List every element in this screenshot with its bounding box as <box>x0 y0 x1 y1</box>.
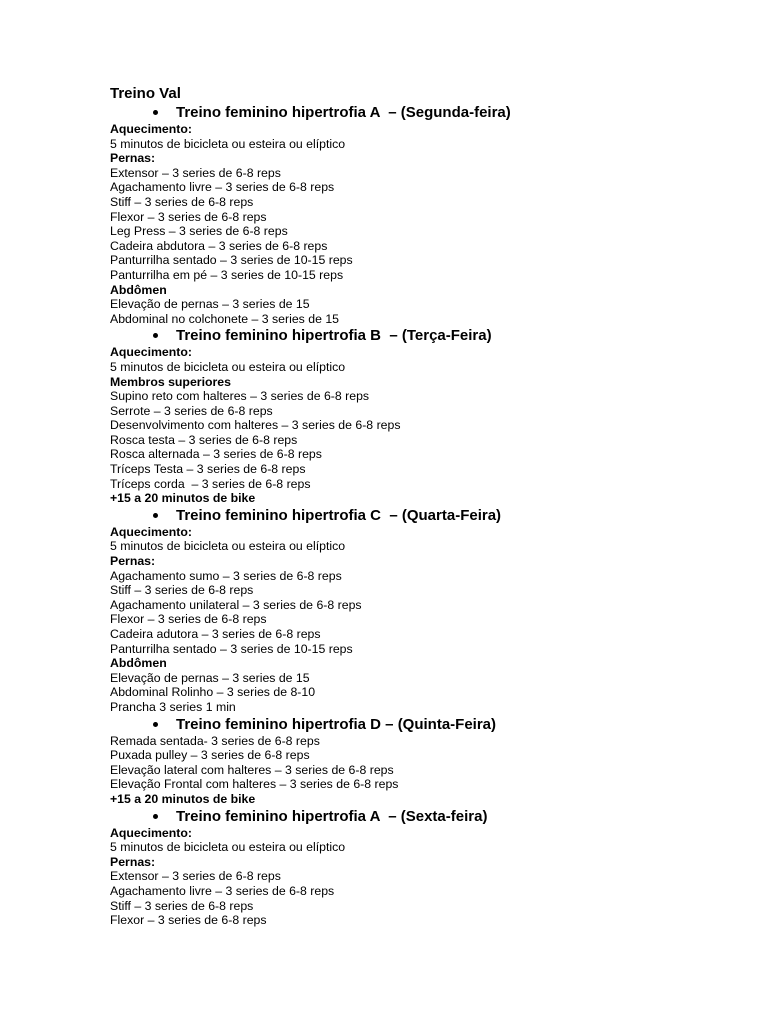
exercise-line: Rosca alternada – 3 series de 6-8 reps <box>110 447 322 462</box>
section-heading-text: Treino feminino hipertrofia A – (Sexta-feira) <box>176 807 488 825</box>
section-heading-text: Treino feminino hipertrofia C – (Quarta-Feira) <box>176 506 502 524</box>
subsection-label: Abdômen <box>110 656 167 671</box>
workout-section <box>110 715 750 807</box>
exercise-line: Abdominal Rolinho – 3 series de 8-10 <box>110 685 316 700</box>
exercise-line: 5 minutos de bicicleta ou esteira ou elíptico <box>110 539 346 554</box>
exercise-line: Cadeira abdutora – 3 series de 6-8 reps <box>110 238 328 253</box>
exercise-line: Extensor – 3 series de 6-8 reps <box>110 869 281 884</box>
exercise-line: Supino reto com halteres – 3 series de 6-8 reps <box>110 389 370 404</box>
exercise-line: Agachamento sumo – 3 series de 6-8 reps <box>110 568 342 583</box>
bullet-icon <box>153 110 158 115</box>
section-heading <box>110 326 750 345</box>
bullet-icon <box>153 333 158 338</box>
subsection-label: Membros superiores <box>110 374 231 389</box>
section-heading-text: Treino feminino hipertrofia D – (Quinta-Feira) <box>176 715 497 733</box>
exercise-line: Tríceps Testa – 3 series de 6-8 reps <box>110 462 306 477</box>
exercise-line: Prancha 3 series 1 min <box>110 699 236 714</box>
subsection-label: Pernas: <box>110 151 156 166</box>
exercise-line: Flexor – 3 series de 6-8 reps <box>110 209 267 224</box>
document-title: Treino Val <box>110 85 181 102</box>
exercise-line: Cadeira adutora – 3 series de 6-8 reps <box>110 627 321 641</box>
subsection-label: Pernas: <box>110 854 156 869</box>
exercise-line: Serrote – 3 series de 6-8 reps <box>110 403 273 418</box>
exercise-line: Leg Press – 3 series de 6-8 reps <box>110 224 288 239</box>
bullet-icon <box>153 513 158 518</box>
exercise-line: Rosca testa – 3 series de 6-8 reps <box>110 432 298 447</box>
subsection-label: Abdômen <box>110 282 167 297</box>
subsection-label: Aquecimento: <box>110 122 192 136</box>
exercise-line: Panturrilha em pé – 3 series de 10-15 reps <box>110 267 344 282</box>
exercise-line: Agachamento unilateral – 3 series de 6-8 reps <box>110 597 362 612</box>
exercise-line: Elevação de pernas – 3 series de 15 <box>110 670 310 685</box>
exercise-line: Panturrilha sentado – 3 series de 10-15 reps <box>110 253 353 268</box>
exercise-line: Elevação lateral com halteres – 3 series de 6-8 reps <box>110 762 394 777</box>
workout-section <box>110 103 750 326</box>
bullet-icon <box>153 814 158 819</box>
exercise-line: Elevação de pernas – 3 series de 15 <box>110 297 310 312</box>
exercise-line: 5 minutos de bicicleta ou esteira ou elíptico <box>110 359 346 374</box>
exercise-line: Agachamento livre – 3 series de 6-8 reps <box>110 883 335 898</box>
workout-section <box>110 807 750 928</box>
exercise-line: Flexor – 3 series de 6-8 reps <box>110 913 267 928</box>
exercise-line: Stiff – 3 series de 6-8 reps <box>110 898 254 913</box>
sections <box>110 103 750 928</box>
exercise-line: 5 minutos de bicicleta ou esteira ou elíptico <box>110 136 346 151</box>
subsection-label: Pernas: <box>110 554 156 569</box>
section-heading <box>110 506 750 525</box>
subsection-label: Aquecimento: <box>110 825 192 840</box>
workout-section <box>110 326 750 506</box>
exercise-line: Elevação Frontal com halteres – 3 series de 6-8 reps <box>110 777 399 792</box>
section-heading <box>110 807 750 826</box>
subsection-label: Aquecimento: <box>110 524 192 539</box>
exercise-line: Stiff – 3 series de 6-8 reps <box>110 194 254 209</box>
exercise-line: Stiff – 3 series de 6-8 reps <box>110 583 254 598</box>
exercise-line: 5 minutos de bicicleta ou esteira ou elíptico <box>110 840 346 855</box>
subsection-label: +15 a 20 minutos de bike <box>110 791 256 806</box>
subsection-label: Aquecimento: <box>110 345 192 360</box>
bullet-icon <box>153 722 158 727</box>
exercise-line: Tríceps corda – 3 series de 6-8 reps <box>110 476 311 491</box>
section-heading-text: Treino feminino hipertrofia A – (Segunda-feira) <box>176 104 511 121</box>
exercise-line: Extensor – 3 series de 6-8 reps <box>110 165 281 180</box>
exercise-line: Desenvolvimento com halteres – 3 series de 6-8 reps <box>110 418 401 433</box>
workout-section <box>110 506 750 715</box>
exercise-line: Abdominal no colchonete – 3 series de 15 <box>110 311 340 326</box>
exercise-line: Agachamento livre – 3 series de 6-8 reps <box>110 180 335 195</box>
section-heading-text: Treino feminino hipertrofia B – (Terça-Feira) <box>176 327 492 345</box>
exercise-line: Flexor – 3 series de 6-8 reps <box>110 612 267 627</box>
subsection-label: +15 a 20 minutos de bike <box>110 491 256 506</box>
exercise-line: Panturrilha sentado – 3 series de 10-15 reps <box>110 641 353 656</box>
section-heading <box>110 715 750 734</box>
section-heading <box>110 103 750 122</box>
exercise-line: Puxada pulley – 3 series de 6-8 reps <box>110 748 310 763</box>
exercise-line: Remada sentada- 3 series de 6-8 reps <box>110 733 320 748</box>
document-body <box>110 85 750 928</box>
